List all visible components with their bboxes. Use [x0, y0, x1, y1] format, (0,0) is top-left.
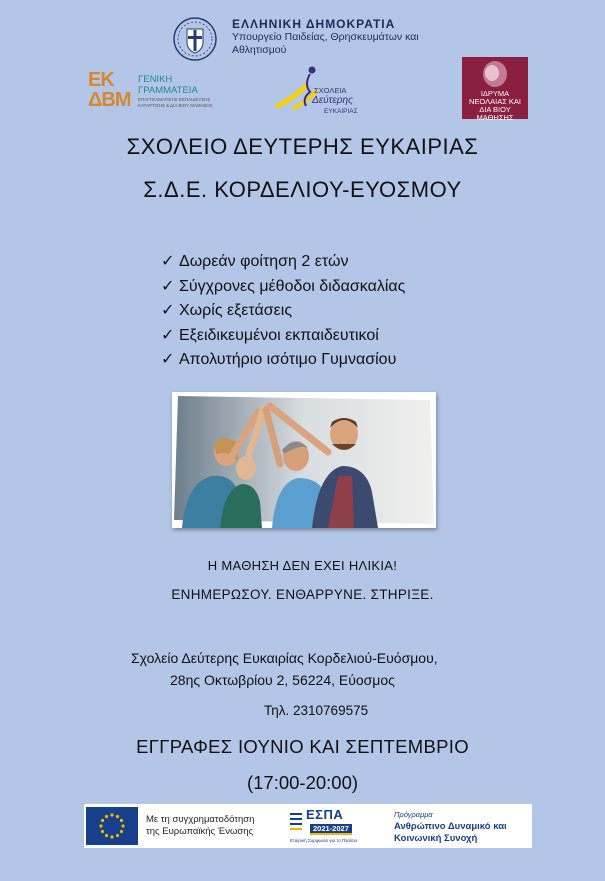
- program-name: [394, 821, 507, 845]
- list-item: [161, 299, 405, 324]
- check-icon: ✓: [161, 302, 175, 319]
- program-label: Πρόγραμμα: [394, 810, 433, 819]
- feature-text: Δωρεάν φοίτηση 2 ετών: [179, 253, 349, 270]
- check-icon: ✓: [161, 326, 175, 344]
- sde-logo: [272, 62, 364, 120]
- eu-text-line1: Με τη συγχρηματοδότηση: [146, 814, 255, 825]
- eu-stars-icon: [86, 807, 138, 845]
- feature-text: Εξειδικευμένοι εκπαιδευτικοί: [179, 326, 379, 344]
- check-icon: ✓: [161, 277, 175, 295]
- phone-number: Τηλ. 2310769575: [264, 703, 369, 718]
- page-title: ΣΧΟΛΕΙΟ ΔΕΥΤΕΡΗΣ ΕΥΚΑΙΡΙΑΣ: [126, 134, 479, 159]
- high-five-photo: [172, 392, 436, 528]
- sde-line1: ΣΧΟΛΕΙΑ: [314, 86, 347, 95]
- list-item: [161, 275, 405, 300]
- feature-text: Χωρίς εξετάσεις: [179, 302, 293, 319]
- greek-emblem-icon: [172, 16, 218, 62]
- feature-text: Σύγχρονες μέθοδοι διδασκαλίας: [179, 277, 406, 295]
- list-item: [161, 250, 405, 275]
- eu-flag-icon: [86, 807, 138, 845]
- check-icon: ✓: [161, 351, 175, 368]
- espa-years: 2021-2027: [310, 824, 352, 835]
- program-line1: Ανθρώπινο Δυναμικό και: [394, 821, 507, 832]
- address-line1: Σχολείο Δεύτερης Ευκαιρίας Κορδελιού-Ευόσμου,: [131, 650, 438, 666]
- gov-title: ΕΛΛΗΝΙΚΗ ΔΗΜΟΚΡΑΤΙΑ: [232, 17, 396, 31]
- funding-banner: [84, 804, 532, 848]
- sde-line3: ΕΥΚΑΙΡΙΑΣ: [324, 108, 358, 115]
- program-line2: Κοινωνική Συνοχή: [394, 833, 478, 844]
- list-item: [161, 348, 405, 373]
- eu-text-line2: της Ευρωπαϊκής Ένωσης: [146, 826, 254, 837]
- slogan-learning: Η ΜΑΘΗΣΗ ΔΕΝ ΕΧΕΙ ΗΛΙΚΙΑ!: [207, 558, 398, 573]
- espa-tagline: Εταιρική Συμφωνία για το Πλαίσιο: [290, 838, 358, 843]
- features-list: [161, 250, 405, 373]
- espa-title: ΕΣΠΑ: [306, 807, 344, 822]
- registration-hours: (17:00-20:00): [246, 772, 359, 793]
- address-line2: 28ης Οκτωβρίου 2, 56224, Εύοσμος: [170, 672, 395, 688]
- registration-months: ΕΓΓΡΑΦΕΣ ΙΟΥΝΙΟ ΚΑΙ ΣΕΠΤΕΜΒΡΙΟ: [136, 736, 469, 757]
- ekdvm-line1: ΓΕΝΙΚΗ: [138, 74, 173, 85]
- inedivim-text: ΙΔΡΥΜΑ ΝΕΟΛΑΙΑΣ ΚΑΙ ΔΙΑ ΒΙΟΥ ΜΑΘΗΣΗΣ: [468, 89, 522, 122]
- sde-line2: Δεύτερης: [312, 95, 353, 106]
- check-icon: ✓: [161, 253, 175, 270]
- ekdvm-mark: ΕΚ ΔΒΜ: [88, 69, 131, 111]
- ekdvm-line3: ΕΠΑΓΓΕΛΜΑΤΙΚΗΣ ΕΚΠΑΙΔΕΥΣΗΣ ΚΑΤΑΡΤΙΣΗΣ & ΔΙΑ ΒΙΟΥ ΜΑΘΗΣΗΣ: [138, 97, 213, 108]
- inedivim-head-icon: [462, 57, 528, 91]
- list-item: [161, 324, 405, 349]
- inedivim-logo: [462, 57, 528, 122]
- feature-text: Απολυτήριο ισότιμο Γυμνασίου: [179, 351, 397, 368]
- gov-ministry: Υπουργείο Παιδείας, Θρησκευμάτων και Αθλητισμού: [232, 31, 419, 56]
- eu-cofunding-text: [146, 814, 254, 838]
- school-name: Σ.Δ.Ε. ΚΟΡΔΕΛΙΟΥ-ΕΥΟΣΜΟΥ: [143, 177, 462, 202]
- ekdvm-line2: ΓΡΑΜΜΑΤΕΙΑ: [138, 85, 198, 96]
- people-high-five-image: [172, 392, 436, 528]
- slogan-inform: ΕΝΗΜΕΡΩΣΟΥ. ΕΝΘΑΡΡΥΝΕ. ΣΤΗΡΙΞΕ.: [171, 587, 434, 602]
- ekdvm-logo: [88, 68, 228, 118]
